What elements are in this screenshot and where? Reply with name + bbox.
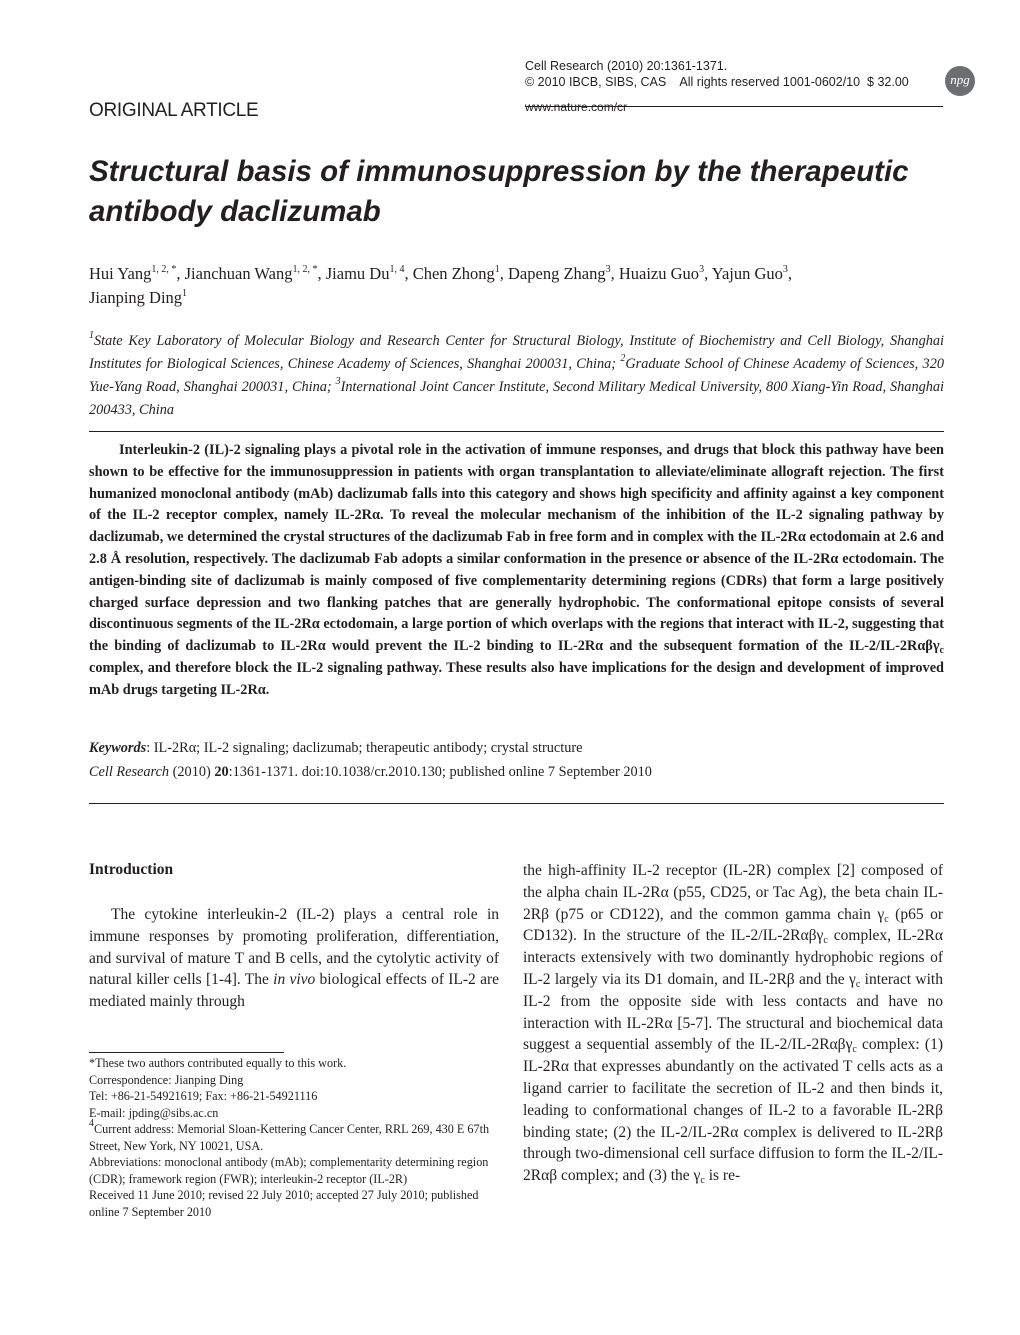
citation-rest: :1361-1371. doi:10.1038/cr.2010.130; published online 7 September 2010 [228, 764, 652, 780]
footnote-correspondence: Correspondence: Jianping Ding [89, 1072, 244, 1087]
footnote-dates: Received 11 June 2010; revised 22 July 2010; accepted 27 July 2010; published online 7 September 2010 [89, 1188, 479, 1219]
author-sup: 1, 2, * [292, 264, 318, 275]
subscript: c [823, 935, 828, 947]
intro-right-column [523, 860, 943, 1187]
section-heading-introduction: Introduction [89, 861, 174, 878]
author-sup: 3 [699, 264, 705, 275]
affil-sup: 1 [89, 330, 94, 341]
subscript: c [884, 913, 889, 925]
affil-text: State Key Laboratory of Molecular Biology and Research Center for Structural Biology, Institute of Biochemistry and Cell Biology, Shanghai Institutes for Biological Sciences, Chinese Academy of Sciences, Shanghai 200031, China; [89, 333, 944, 372]
author-sup: 3 [605, 264, 611, 275]
author-name: Jianping Ding [89, 288, 183, 307]
affiliations [89, 330, 944, 422]
abstract-text: Interleukin-2 (IL)-2 signaling plays a pivotal role in the activation of immune responses, and drugs that block this pathway have been shown to be effective for the immunosuppression in patients with organ transplantation to alleviate/eliminate allograft rejection. The first humanized monoclonal antibody (mAb) daclizumab falls into this category and shows high specificity and affinity against a key component of the IL-2 receptor complex, namely IL-2Rα. To reveal the molecular mechanism of the inhibition of the IL-2 signaling pathway by daclizumab, we determined the crystal structures of the daclizumab Fab in free form and in complex with the IL-2Rα ectodomain at 2.6 and 2.8 Å resolution, respectively. The daclizumab Fab adopts a similar conformation in the presence or absence of the IL-2Rα ectodomain. The antigen-binding site of daclizumab is mainly composed of five complementarity determining regions (CDRs) that form a large positively charged surface depression and two flanking patches that are generally hydrophobic. The conformational epitope consists of several discontinuous segments of the IL-2Rα ectodomain, a large portion of which overlaps with the regions that interact with IL-2, suggesting that the binding of daclizumab to IL-2Rα would prevent the IL-2 binding to IL-2Rα and the subsequent formation of the IL-2/IL-2Rαβγ [89, 442, 944, 655]
body-text: (p65 or CD132). In the structure of the IL-2/IL-2Rαβγ [523, 905, 943, 945]
author-name: Dapeng Zhang [508, 264, 606, 283]
copyright-line: © 2010 IBCB, SIBS, CAS All rights reserved 1001-0602/10 $ 32.00 [525, 75, 909, 89]
journal-url[interactable]: www.nature.com/cr [525, 100, 628, 114]
subscript: c [700, 1175, 705, 1187]
author-name: Hui Yang [89, 264, 152, 283]
journal-header [525, 58, 945, 90]
body-text: complex: (1) IL-2Rα that expresses abundantly on the activated T cells acts as a ligand carrier to facilitate the secretion of IL-2 and then binds it, leading to conformational changes of IL-2 to a favorable IL-2Rβ binding state; (2) the IL-2/IL-2Rα complex is delivered to IL-2Rβ through two-dimensional cell surface diffusion to form the IL-2/IL-2Rαβ complex; and (3) the γ [523, 1036, 943, 1185]
author-sup: 1, 4 [389, 264, 405, 275]
affil-sup: 2 [620, 353, 626, 364]
body-text: complex, IL-2Rα interacts extensively with two dominantly hydrophobic regions of IL-2 largely via its D1 domain, and IL-2Rβ and the γ [523, 927, 944, 988]
abstract-bottom-rule [89, 803, 944, 804]
keywords-label: Keywords [89, 740, 147, 756]
author-name: Yajun Guo [711, 264, 783, 283]
author-name: Huaizu Guo [618, 264, 700, 283]
citation [89, 761, 944, 783]
author-sup: 1 [182, 288, 188, 299]
footnote-email[interactable]: E-mail: jpding@sibs.ac.cn [89, 1105, 219, 1120]
footnotes [89, 1055, 499, 1220]
intro-paragraph [89, 904, 499, 1013]
citation-year: (2010) [169, 764, 215, 780]
author-name: Jianchuan Wang [184, 264, 293, 283]
abstract-top-rule [89, 431, 944, 432]
footnote-sup: 4 [89, 1118, 94, 1129]
footnote-current-address [89, 1118, 499, 1154]
body-text: is re- [704, 1167, 741, 1185]
keywords-text: : IL-2Rα; IL-2 signaling; daclizumab; therapeutic antibody; crystal structure [146, 740, 583, 756]
citation-journal: Cell Research [89, 764, 170, 780]
intro-text: The cytokine interleukin-2 (IL-2) plays a central role in immune responses by promoting proliferation, differentiation, and survival of mature T and B cells, and the cytolytic activity of natural killer cells [1-4]. The [89, 906, 499, 989]
citation-volume: 20 [214, 764, 229, 780]
footnote-phone: Tel: +86-21-54921619; Fax: +86-21-54921116 [89, 1089, 318, 1103]
intro-text-cont: biological effects of IL-2 are mediated mainly through [89, 971, 499, 1011]
footnote-equal-contribution: *These two authors contributed equally to this work. [89, 1056, 347, 1070]
section-tag: ORIGINAL ARTICLE [89, 100, 259, 121]
author-name: Jiamu Du [325, 264, 390, 283]
footnote-abbreviations: Abbreviations: monoclonal antibody (mAb); complementarity determining region (CDR); framework region (FWR); interleukin-2 receptor (IL-2R) [89, 1155, 489, 1186]
header-rule [525, 106, 943, 107]
body-text: the high-affinity IL-2 receptor (IL-2R) complex [2] composed of the alpha chain IL-2Rα (p55, CD25, or Tac Ag), the beta chain IL-2Rβ (p75 or CD122), and the common gamma chain γ [523, 862, 943, 923]
author-name: Chen Zhong [412, 264, 495, 283]
affil-text: International Joint Cancer Institute, Second Military Medical University, 800 Xiang-Yin Road, Shanghai 200433, China [89, 379, 945, 418]
footnote-address-text: Current address: Memorial Sloan-Kettering Cancer Center, RRL 269, 430 E 67th Street, New York, NY 10021, USA. [89, 1122, 490, 1153]
abstract-text-cont: complex, and therefore block the IL-2 signaling pathway. These results also have implications for the design and development of improved mAb drugs targeting IL-2Rα. [89, 659, 944, 698]
author-sup: 1 [494, 264, 500, 275]
article-title: Structural basis of immunosuppression by the therapeutic antibody daclizumab [89, 155, 909, 228]
abstract-sub: c [939, 645, 944, 657]
author-sup: 1, 2, * [151, 264, 177, 275]
affil-sup: 3 [335, 376, 341, 387]
abstract [89, 440, 944, 702]
subscript: c [855, 978, 861, 990]
keywords [89, 737, 944, 759]
author-sup: 3 [782, 264, 788, 275]
affil-text: Graduate School of Chinese Academy of Sciences, 320 Yue-Yang Road, Shanghai 200031, China; [89, 356, 944, 395]
intro-italic: in vivo [273, 971, 316, 989]
npg-logo: npg [945, 66, 975, 96]
footnote-rule [89, 1052, 284, 1053]
body-text: interact with IL-2 from the opposite side with less contacts and have no interaction with IL-2Rα [5-7]. The structural and biochemical data suggest a sequential assembly of the IL-2/IL-2Rαβγ [523, 970, 943, 1054]
subscript: c [852, 1044, 857, 1056]
journal-citation-line: Cell Research (2010) 20:1361-1371. [525, 59, 728, 73]
author-list: Hui Yang$^{1, 2, *}$, Jianchuan Wang$^{1, 2, *}$, Jiamu Du$^{1, 4}$, Chen Zhong$^1$, Dapeng Zhang$^3$, Huaizu Guo$^3$, Yajun Guo$^3$, Jianping Ding$^1$ [89, 264, 793, 307]
